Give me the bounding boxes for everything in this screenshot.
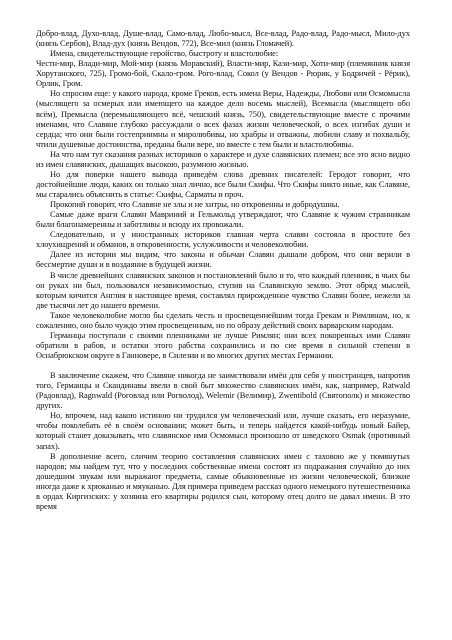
paragraph: Германцы поступали с своими пленниками не лучше Римлян; они всех покоренных ими Славян обратили в рабов, и остатки этого рабства сохранились и по сие время в сильной степени в Оснабрюкском округе в Ганновере, в Силезии и во многих других местах Германии. (36, 329, 410, 360)
text-block-bottom (36, 370, 410, 511)
paragraph: Добро-влад, Духо-влад, Душе-влад, Само-влад, Любо-мысл, Все-влад, Радо-влад, Радо-мысл, Мило-дух (князь Сербов), Влад-дух (князь Вендов, 772), Все-мил (князь Гломачей). (36, 28, 410, 49)
paragraph: Имена, свидетельствующие геройство, быстроту и властолюбие: (50, 48, 279, 59)
paragraph: В заключение скажем, что Славяне никогда не заимствовали имён для себя у иностранцев, напротив того, Германцы и Скандинавы ввели в свой быт множество славянских имён, как, например, Ratwald (Радовлад), Ragnwald (Роговлад или Рогволод), Welemir (Велимир), Zwentibold (Святополк) и множество других. (36, 370, 410, 411)
paragraph: Но, впрочем, над какою истиною ни трудился ум человеческий или, лучше сказать, его неразумие, чтобы поколебать её в своём основании; может быть, и теперь найдется какой-нибудь новый Байер, который станет доказывать, что славянское имя Осмомысл произошло от шведского Osmak (противный запах). (36, 410, 410, 451)
paragraph: Следовательно, и у иностранных историков главная черта славян состояла в простоте без хлоухищрений и обманов, в откровенности, услужливости и человеколюбии. (36, 229, 410, 250)
paragraph: В дополнение всего, сличим теорию составления славянских имен с таховою же у помянутых народов; мы найдем тут, что у последних собственные имена состоят из подражания случайно до них дошедшим звукам или выражают предметы, самые обыкновенные из жизни человеческой, близкие иногда даже к хрюканью и мяуканью. Для примера приведем рассказ одного немецкого путешественника в ордах Киргизских: у хозяина его квартиры родился сын, которому отец долго не давал имени. В это время (36, 450, 410, 511)
paragraph: В числе древнейших славянских законов и постановлений было и то, что каждый пленник, в чьих бы он руках ни был, пользовался независимостью, ступив на Славянскую землю. Этот обряд мыслей, которым кичится Англия в настоящее время, составлял прирожденное чувство Славян более, нежели за две тысячи лет до нашего времени. (36, 269, 410, 310)
paragraph: Честн-мир, Влади-мир, Мой-мир (князь Моравский), Власти-мир, Кази-мир, Хоти-мир (племянник князя Хорутанского, 725), Громо-бой, Скало-гром. Рого-влад, Сокол (у Вендов - Рюрик, у Бодричей - Рёрик), Орлик, Гром. (36, 58, 410, 89)
paragraph: Самые даже враги Славян Мавриний и Гельмольд утверждают, что Славяне к чужим странникам были благонамеренны и заботливы и всюду их провожали. (36, 209, 410, 230)
text-block-top (36, 28, 410, 360)
paragraph: Далее из истории мы видим, что законы и обычаи Славян дышали добром, что они верили в бессмертие души и в воздаяние в будущей жизни. (36, 249, 410, 270)
paragraph: Но для поверки нашего вывода приведём слова древних писателей: Геродот говорит, что достойнейшие люди, каких он только знал лично, все были Скифы. Что Скифы никто иные, как Славяне, мы старались объяснить в статье: Скифы, Сарматы и проч. (36, 168, 410, 199)
paragraph: Прокопий говорит, что Славяне не злы и не хитры, но откровенны и добродушны. (50, 199, 340, 210)
paragraph-gap (36, 360, 410, 370)
paragraph: Такое человеколюбие могло бы сделать честь и просвещеннейшим тогда Грекам и Римлянам, но, к сожалению, оно было чуждо этим просвещенным, но по образу действий своих варварским народам. (36, 309, 410, 330)
paragraph: Но спросим еще: у какого народа, кроме Греков, есть имена Веры, Надежды, Любови или Осмомысла (мыслящего за осмерых или имеющего на каждое дело восемь мыслей), Всемысла (мыслящего обо всём), Премысла (перемышляющего всё, чешский князь, 750), свидетельствующие вместе с прочими именами, что Славяне глубоко рассуждали о всех фазах жизни человеческой, о всех изгибах души и сердца; что они были гостеприимны и миролюбивы, но храбры и отважны, любили славу и похвальбу, чтили душевные достоинства, преданы были вере, но вместе с тем были и властолюбивы. (36, 88, 410, 149)
paragraph: На что нам тут сказания разных историков о характере и духе славянских племен; все это ясно видно из имен славянских, дышащих высокою, разумною жизнью. (36, 148, 410, 169)
